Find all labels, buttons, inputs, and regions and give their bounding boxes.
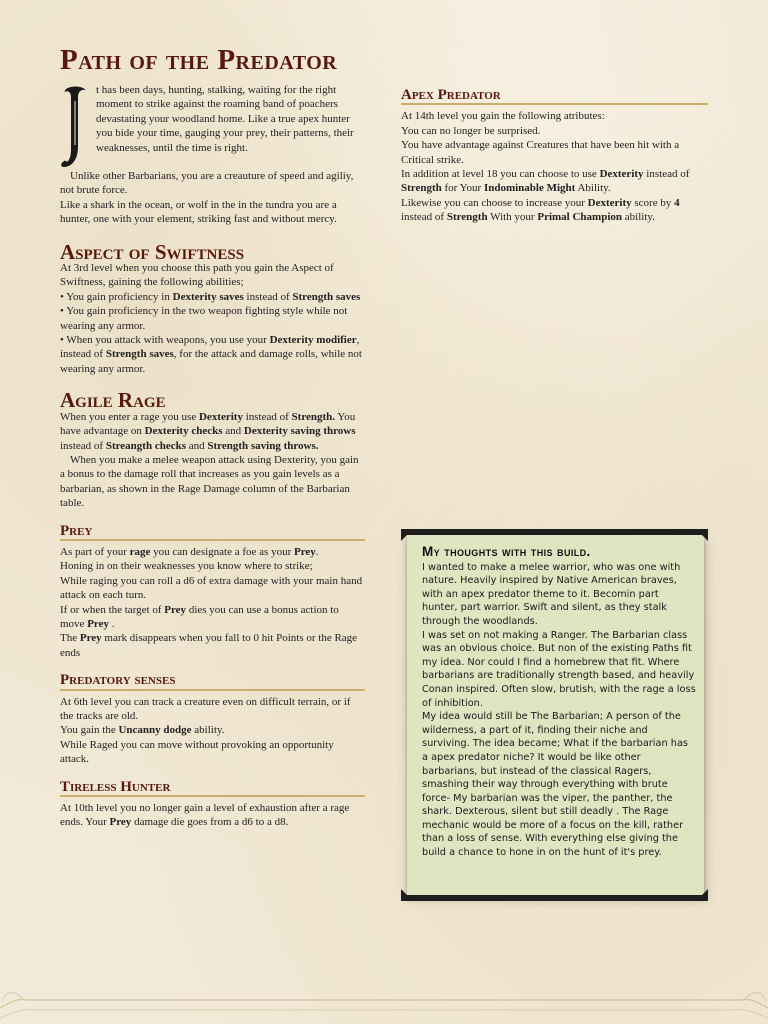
aspect-intro: At 3rd level when you choose this path you gain the Aspect of Swiftness, gaining the following abilities; xyxy=(60,262,334,289)
intro-paragraph-3: Like a shark in the ocean, or wolf in the in the tundra you are a hunter, one with your element, striking fast and without mercy. xyxy=(60,198,337,226)
note-corner-ornament xyxy=(702,535,708,541)
note-corner-ornament xyxy=(702,889,708,895)
prey-line-4: If or when the target of Prey dies you can use a bonus action to move Prey . xyxy=(60,603,339,630)
heading-prey: Prey xyxy=(60,524,365,541)
note-paragraph-2: I was set on not making a Ranger. The Barbarian class was an obvious choice. But non of the existing Paths fit my idea. Nor could I find a homebrew that fit. Where barbarians are traditionally strength based, and heavily Conan inspired. Often slow, brutish, with the rage a loss of inhibition. xyxy=(422,629,696,709)
apex-line-1: At 14th level you gain the following atributes: xyxy=(401,110,605,123)
prey-line-5: The Prey mark disappears when you fall to 0 hit Points or the Rage ends xyxy=(60,632,358,659)
note-content xyxy=(422,545,696,860)
intro-paragraph-2: Unlike other Barbarians, you are a creauture of speed and agiliy, not brute force. xyxy=(60,170,354,197)
note-top-border xyxy=(401,529,708,535)
page-title: Path of the Predator xyxy=(60,44,338,76)
heading-tireless-hunter: Tireless Hunter xyxy=(60,780,365,797)
dropcap-letter xyxy=(60,85,88,169)
tireless-paragraph: At 10th level you no longer gain a level of exhaustion after a rage ends. Your Prey damage die goes from a d6 to a d8. xyxy=(60,802,350,829)
heading-aspect: Aspect of Swiftness xyxy=(60,239,245,264)
heading-agile-rage: Agile Rage xyxy=(60,388,166,413)
aspect-bullet-2: • You gain proficiency in the two weapon fighting style while not wearing any armor. xyxy=(60,305,348,332)
tireless-section xyxy=(60,801,365,830)
note-paragraph-3: My idea would still be The Barbarian; A person of the wilderness, a part of it, finding their niche and surviving. The idea became; What if the barbarian has a apex predator niche? It would be like other barbarians, but instead of the classical Ragers, smashing their way through everything with brute force- My barbarian was the viper, the panther, the shark. Dexterous, silent but still deadly . The Rage mechanic would be more of a focus on the kill, rather than a loss of sense. With everything else giving the build a chance to hone in on the hunt of it's prey. xyxy=(422,711,688,859)
note-bottom-border xyxy=(401,895,708,901)
agile-section xyxy=(60,410,365,511)
note-corner-ornament xyxy=(401,535,407,541)
note-box xyxy=(401,529,708,901)
agile-paragraph-1: When you enter a rage you use Dexterity instead of Strength. You have advantage on Dexterity checks and Dexterity saving throws instead of Streangth checks and Strength saving throws. xyxy=(60,410,356,452)
right-column xyxy=(401,88,708,225)
senses-line-2: You gain the Uncanny dodge ability. xyxy=(60,724,225,737)
intro-paragraph-1: t has been days, hunting, stalking, waiting for the right moment to strike against the roaming band of poachers devastating your woodland home. Like a true apex hunter you bide your time, gauging your prey, their patterns, their weaknesses, until the time is right. xyxy=(96,84,354,154)
heading-predatory-senses: Predatory senses xyxy=(60,673,365,690)
agile-paragraph-2: When you make a melee weapon attack using Dexterity, you gain a bonus to the damage roll that increases as you gain levels as a barbarian, as shown in the Rage Damage column of the Barbarian table. xyxy=(60,453,359,510)
apex-line-3: You have advantage against Creatures that have been hit with a Critical strike. xyxy=(401,139,680,166)
note-title: My thoughts with this build. xyxy=(422,544,591,559)
prey-line-1: As part of your rage you can designate a foe as your Prey. xyxy=(60,545,319,558)
aspect-bullet-3: • When you attack with weapons, you use your Dexterity modifier, instead of Strength saves, for the attack and damage rolls, while not wearing any armor. xyxy=(60,334,362,375)
apex-section xyxy=(401,109,708,224)
prey-section xyxy=(60,545,365,660)
left-column xyxy=(60,83,365,830)
aspect-bullet-1: • You gain proficiency in Dexterity saves instead of Strength saves xyxy=(60,290,361,303)
senses-section xyxy=(60,695,365,767)
heading-apex-predator: Apex Predator xyxy=(401,88,708,105)
prey-line-2: Honing in on their weaknesses you know where to strike; xyxy=(60,560,313,573)
apex-line-5: Likewise you can choose to increase your Dexterity score by 4 instead of Strength With your Primal Champion ability. xyxy=(401,196,680,224)
note-corner-ornament xyxy=(401,889,407,895)
intro-section xyxy=(60,83,365,227)
senses-line-3: While Raged you can move without provoking an opportunity attack. xyxy=(60,738,334,766)
dropcap-i-icon xyxy=(60,85,88,169)
apex-line-4: In addition at level 18 you can choose to use Dexterity instead of Strength for Your Indominable Might Ability. xyxy=(401,168,690,195)
footer-ornament xyxy=(0,978,768,1024)
note-paragraph-1: I wanted to make a melee warrior, who was one with nature. Heavily inspired by Native American braves, with an apex predator theme to it. Becomin part hunter, part warrior. Swift and silent, as they stalk through the woodlands. xyxy=(422,561,681,627)
aspect-section xyxy=(60,261,365,376)
prey-line-3: While raging you can roll a d6 of extra damage with your main hand attack on each turn. xyxy=(60,574,363,602)
apex-line-2: You can no longer be surprised. xyxy=(401,124,541,137)
senses-line-1: At 6th level you can track a creature even on difficult terrain, or if the tracks are old. xyxy=(60,695,351,722)
